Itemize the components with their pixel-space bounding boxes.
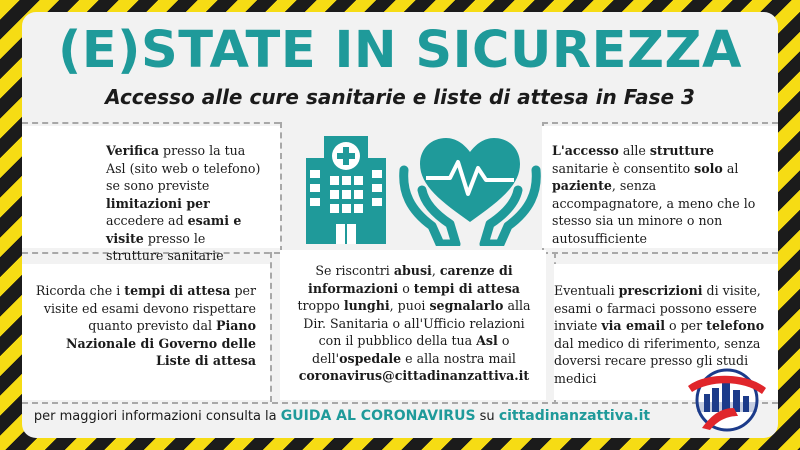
body-text: sanitarie è consentito bbox=[552, 160, 695, 176]
body-text: Eventuali bbox=[554, 283, 619, 298]
body-text: alle bbox=[618, 143, 650, 158]
emphasis-text: telefono bbox=[706, 318, 765, 333]
divider bbox=[22, 122, 280, 124]
info-box-waiting-times bbox=[22, 264, 270, 400]
emphasis-text: Verifica bbox=[106, 143, 160, 158]
divider bbox=[22, 402, 778, 404]
divider bbox=[270, 252, 272, 402]
emphasis-text: ospedale bbox=[339, 350, 402, 366]
emphasis-text: segnalarlo bbox=[429, 298, 504, 313]
emphasis-text: lunghi bbox=[343, 298, 390, 313]
site-link[interactable]: cittadinanzattiva.it bbox=[498, 408, 651, 424]
emphasis-text: carenze di informazioni bbox=[308, 263, 513, 296]
body-text: presso la tua Asl (sito web o telefono) se sono previste bbox=[106, 143, 261, 193]
body-text: , puoi bbox=[389, 298, 430, 313]
body-text: accedere ad bbox=[106, 213, 188, 228]
emphasis-text: coronavirus@cittadinanzattiva.it bbox=[298, 368, 530, 383]
emphasis-text: Asl bbox=[476, 333, 498, 348]
emphasis-text: esami e visite bbox=[106, 213, 242, 246]
hospital-icon bbox=[306, 136, 386, 244]
emphasis-text: strutture bbox=[649, 143, 714, 158]
body-text: o per bbox=[665, 318, 707, 333]
emphasis-text: Piano Nazionale di Governo delle Liste di attesa bbox=[66, 318, 256, 368]
emphasis-text: paziente bbox=[552, 178, 612, 193]
heart-in-hands-icon bbox=[404, 138, 537, 244]
footer-text: su bbox=[475, 409, 499, 424]
emphasis-text: tempi di attesa bbox=[124, 283, 231, 298]
info-box-access-rules bbox=[542, 126, 778, 248]
infographic-panel bbox=[22, 12, 778, 438]
emphasis-text: limitazioni per bbox=[106, 195, 210, 211]
emphasis-text: abusi bbox=[393, 263, 432, 278]
divider bbox=[542, 252, 778, 254]
cittadinanzattiva-logo bbox=[682, 368, 772, 432]
body-text: Se riscontri bbox=[315, 263, 394, 278]
emphasis-text: L'accesso bbox=[552, 143, 619, 158]
body-text: , senza accompagnatore, a meno che lo stesso sia un minore o non autosufficiente bbox=[552, 178, 756, 246]
page-title: (E)STATE IN SICUREZZA bbox=[58, 21, 742, 80]
divider bbox=[280, 122, 282, 252]
footer-text: per maggiori informazioni consulta la bbox=[33, 409, 281, 424]
info-box-report-abuses bbox=[280, 250, 546, 400]
body-text: , bbox=[431, 263, 440, 278]
info-box-verify-asl bbox=[22, 126, 280, 263]
body-text: per visite ed esami devono rispettare quanto previsto dal bbox=[43, 283, 256, 333]
body-text: presso le strutture sanitarie bbox=[106, 230, 224, 263]
body-text: Ricorda che i bbox=[35, 283, 125, 298]
emphasis-text: via email bbox=[601, 318, 666, 333]
emphasis-text: prescrizioni bbox=[618, 283, 703, 298]
body-text: dal medico di riferimento, senza doversi recare presso gli studi medici bbox=[554, 335, 761, 386]
footer-note bbox=[22, 408, 662, 424]
body-text: o bbox=[398, 280, 414, 296]
health-icons bbox=[292, 130, 542, 246]
body-text: troppo bbox=[297, 298, 344, 313]
body-text: e alla nostra mail bbox=[401, 350, 516, 366]
body-text: al bbox=[722, 160, 739, 176]
body-text: o dell' bbox=[312, 333, 510, 366]
emphasis-text: tempi di attesa bbox=[413, 280, 520, 296]
guide-link[interactable]: GUIDA AL CORONAVIRUS bbox=[280, 408, 476, 424]
page-subtitle: Accesso alle cure sanitarie e liste di attesa in Fase 3 bbox=[105, 85, 695, 109]
body-text: alla Dir. Sanitaria o all'Ufficio relazioni con il pubblico della tua bbox=[303, 298, 531, 348]
divider bbox=[542, 122, 778, 124]
emphasis-text: solo bbox=[694, 160, 723, 176]
body-text: di visite, esami o farmaci possono essere inviate bbox=[554, 283, 761, 333]
